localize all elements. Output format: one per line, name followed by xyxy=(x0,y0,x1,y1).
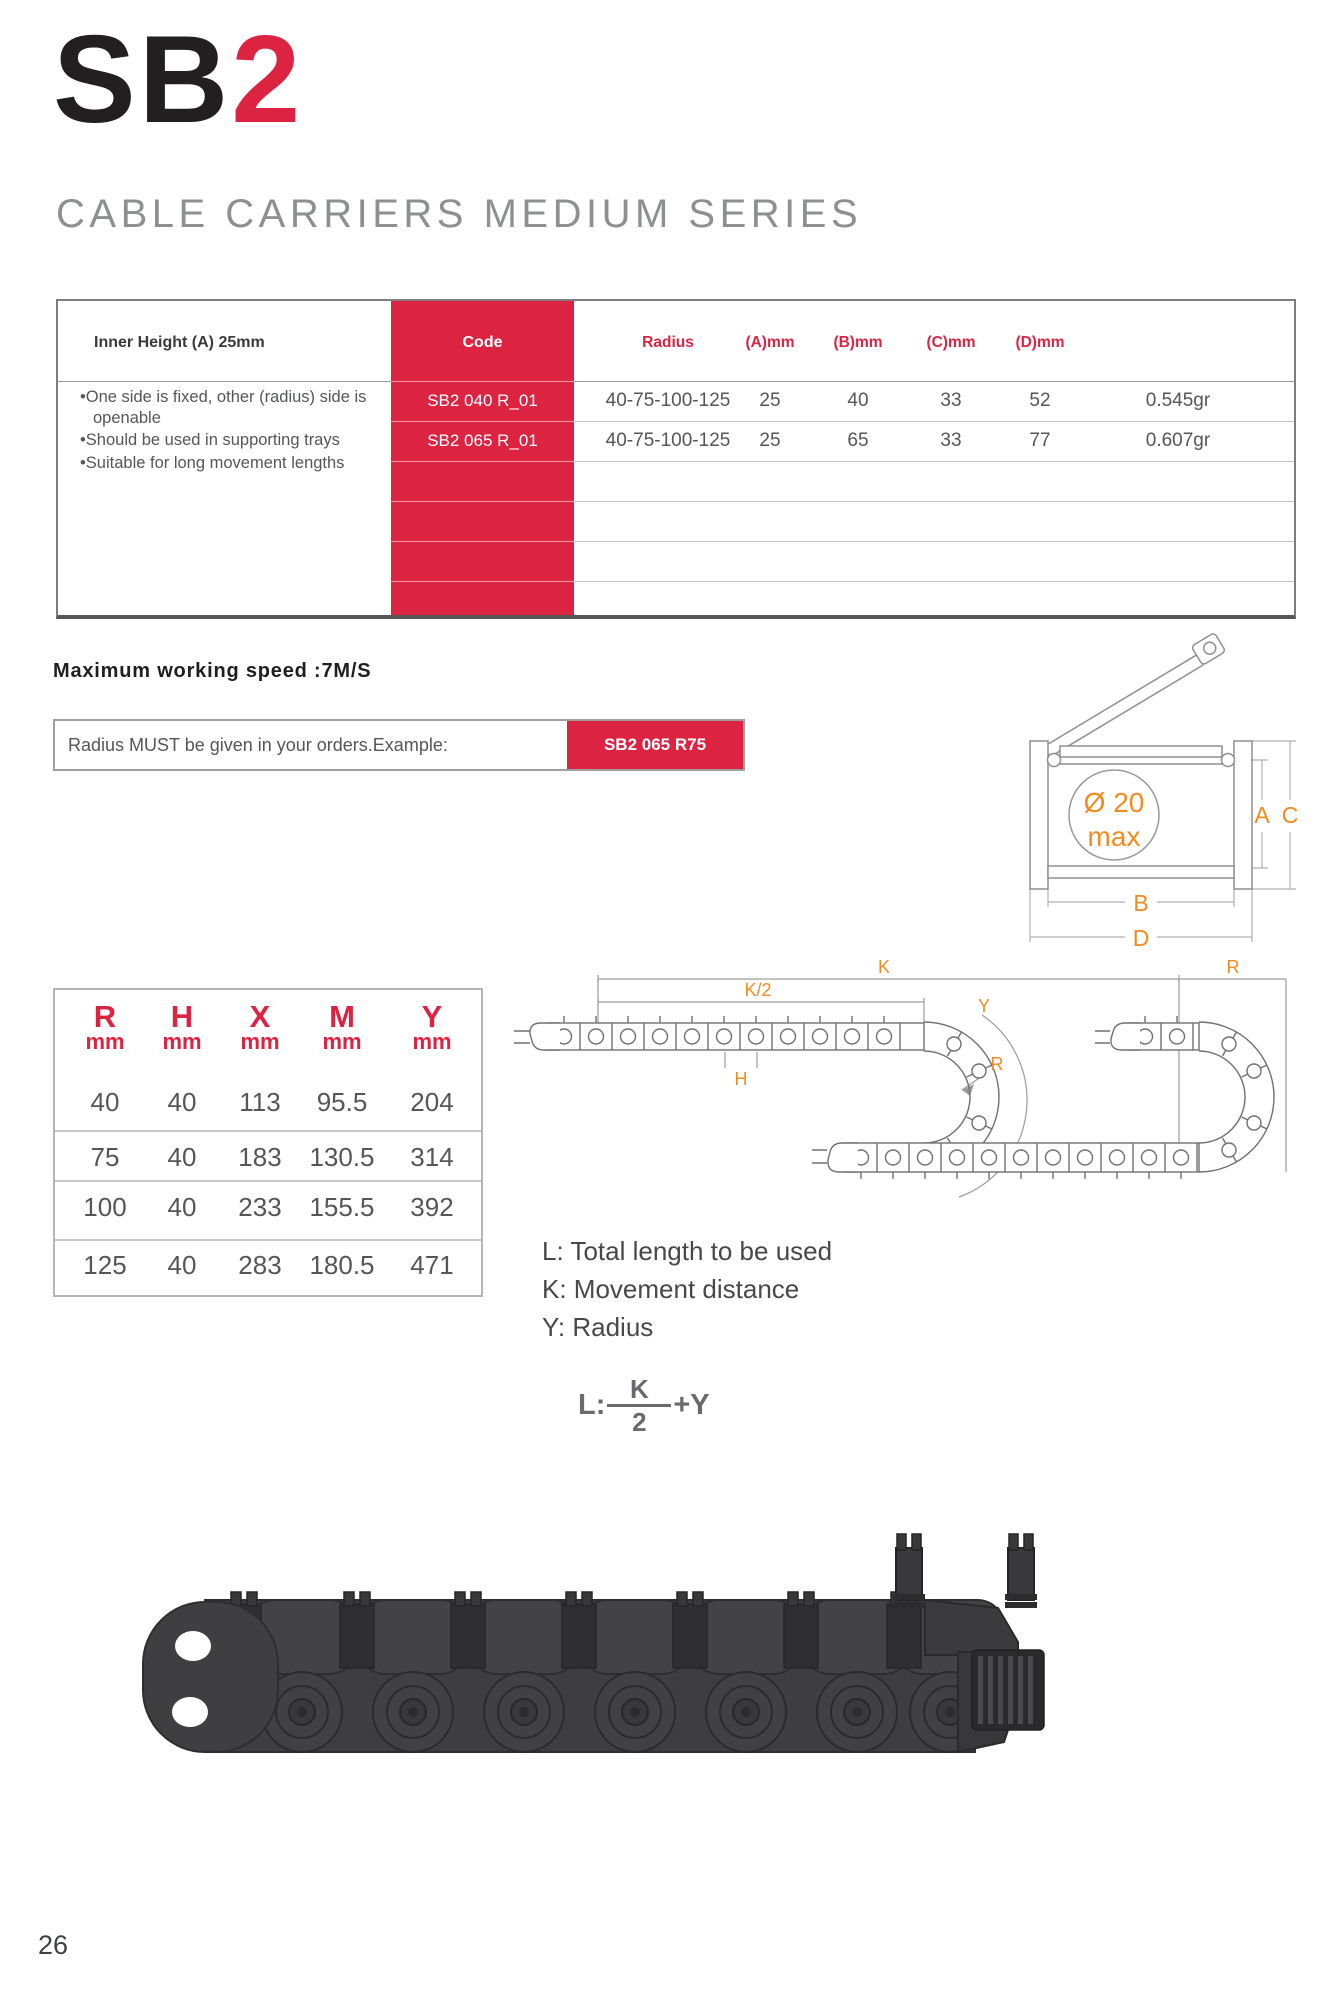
dim-col-y: Y mm xyxy=(412,999,452,1054)
max-speed-note: Maximum working speed :7M/S xyxy=(53,660,372,682)
product-image xyxy=(95,1520,1045,1770)
radius-note-text: Radius MUST be given in your orders.Example: xyxy=(68,735,448,755)
cell-c: 33 xyxy=(940,390,962,411)
cell-d: 77 xyxy=(1029,430,1051,451)
column-header-d: (D)mm xyxy=(1015,334,1065,351)
dim-cell: 392 xyxy=(410,1192,454,1222)
column-header-c: (C)mm xyxy=(926,334,976,351)
dim-cell: 283 xyxy=(238,1250,282,1280)
dim-cell: 40 xyxy=(167,1192,197,1222)
feature-list xyxy=(80,387,390,475)
cell-c: 33 xyxy=(940,430,962,451)
bore-label-max: max xyxy=(1087,821,1141,852)
cell-radius: 40-75-100-125 xyxy=(605,390,731,411)
mounting-bracket xyxy=(143,1602,278,1752)
formula-denominator: 2 xyxy=(632,1407,647,1437)
column-header-radius: Radius xyxy=(642,334,694,351)
cable-chain xyxy=(514,1016,1274,1179)
inner-height-header: Inner Height (A) 25mm xyxy=(94,334,265,351)
feature-item: • Should be used in supporting trays xyxy=(80,430,390,451)
dim-cell: 130.5 xyxy=(309,1142,375,1172)
carrier-body xyxy=(1030,633,1252,889)
legend-line: Y: Radius xyxy=(542,1312,654,1342)
legend xyxy=(542,1232,832,1346)
dim-a-label: A xyxy=(1254,802,1270,828)
dim-cell: 125 xyxy=(83,1250,127,1280)
dim-cell: 314 xyxy=(410,1142,454,1172)
end-connector xyxy=(925,1600,1018,1655)
cross-section-diagram xyxy=(1000,630,1330,960)
column-header-code: Code xyxy=(462,334,503,351)
dim-cell: 113 xyxy=(239,1087,281,1117)
open-lid xyxy=(1039,633,1226,757)
dim-cell: 40 xyxy=(90,1087,120,1117)
feature-item: • One side is fixed, other (radius) side is openable xyxy=(80,387,390,428)
series-title-red: 2 xyxy=(231,11,304,149)
dimensions-table xyxy=(53,988,483,1297)
bore-label: Ø 20 xyxy=(1083,787,1145,818)
label-k2: K/2 xyxy=(744,980,772,1000)
spec-table xyxy=(56,299,1296,619)
page-number: 26 xyxy=(38,1930,69,1960)
cell-a: 25 xyxy=(759,430,781,451)
cell-radius: 40-75-100-125 xyxy=(605,430,731,451)
formula-suffix: +Y xyxy=(673,1389,710,1421)
cell-a: 25 xyxy=(759,390,781,411)
label-r-right: R xyxy=(1226,957,1240,977)
length-formula xyxy=(578,1376,710,1435)
dim-cell: 155.5 xyxy=(309,1192,375,1222)
dim-cell: 100 xyxy=(83,1192,127,1222)
dim-c-label: C xyxy=(1281,802,1299,828)
dimension-lines xyxy=(1030,741,1296,942)
cell-d: 52 xyxy=(1029,390,1051,411)
series-title xyxy=(53,11,304,149)
dim-cell: 471 xyxy=(410,1250,454,1280)
column-header-a: (A)mm xyxy=(745,334,795,351)
travel-diagram xyxy=(510,950,1310,1240)
cell-code: SB2 040 R_01 xyxy=(427,391,538,410)
label-y: Y xyxy=(977,996,991,1016)
formula-fraction xyxy=(607,1376,671,1435)
label-k: K xyxy=(877,957,891,977)
dim-col-m: M mm xyxy=(322,999,362,1054)
radius-order-note xyxy=(53,719,745,771)
label-r-mid: R xyxy=(990,1054,1004,1074)
dim-col-h: H mm xyxy=(162,999,202,1054)
dim-col-x: X mm xyxy=(240,999,280,1054)
formula-lhs: L: xyxy=(578,1389,606,1421)
dim-cell: 40 xyxy=(167,1142,197,1172)
cell-b: 65 xyxy=(847,430,869,451)
dim-cell: 204 xyxy=(410,1087,454,1117)
bracket-hole xyxy=(172,1697,208,1727)
radius-example-badge: SB2 065 R75 xyxy=(567,721,743,769)
feature-item: • Suitable for long movement lengths xyxy=(80,453,390,474)
mounting-pin xyxy=(1005,1534,1037,1608)
dim-col-r: R mm xyxy=(85,999,125,1054)
dim-cell: 95.5 xyxy=(316,1087,368,1117)
legend-line: L: Total length to be used xyxy=(542,1236,833,1266)
dim-cell: 233 xyxy=(238,1192,282,1222)
cell-weight: 0.607gr xyxy=(1145,430,1211,451)
dim-cell: 180.5 xyxy=(309,1250,375,1280)
dim-cell: 40 xyxy=(167,1250,197,1280)
formula-numerator: K xyxy=(629,1374,649,1404)
label-h: H xyxy=(734,1069,748,1089)
column-header-b: (B)mm xyxy=(833,334,883,351)
dim-d-label: D xyxy=(1132,925,1150,951)
cell-b: 40 xyxy=(847,390,869,411)
table-divider xyxy=(58,381,391,382)
bracket-hole xyxy=(175,1631,211,1661)
dim-cell: 75 xyxy=(90,1142,120,1172)
dim-cell: 183 xyxy=(238,1142,282,1172)
page-subtitle: CABLE CARRIERS MEDIUM SERIES xyxy=(56,192,863,236)
legend-line: K: Movement distance xyxy=(542,1274,800,1304)
mounting-pin xyxy=(893,1534,925,1608)
series-title-black: SB xyxy=(53,11,232,149)
cell-weight: 0.545gr xyxy=(1145,390,1211,411)
dim-cell: 40 xyxy=(167,1087,197,1117)
cell-code: SB2 065 R_01 xyxy=(427,431,538,450)
dim-b-label: B xyxy=(1133,890,1149,916)
